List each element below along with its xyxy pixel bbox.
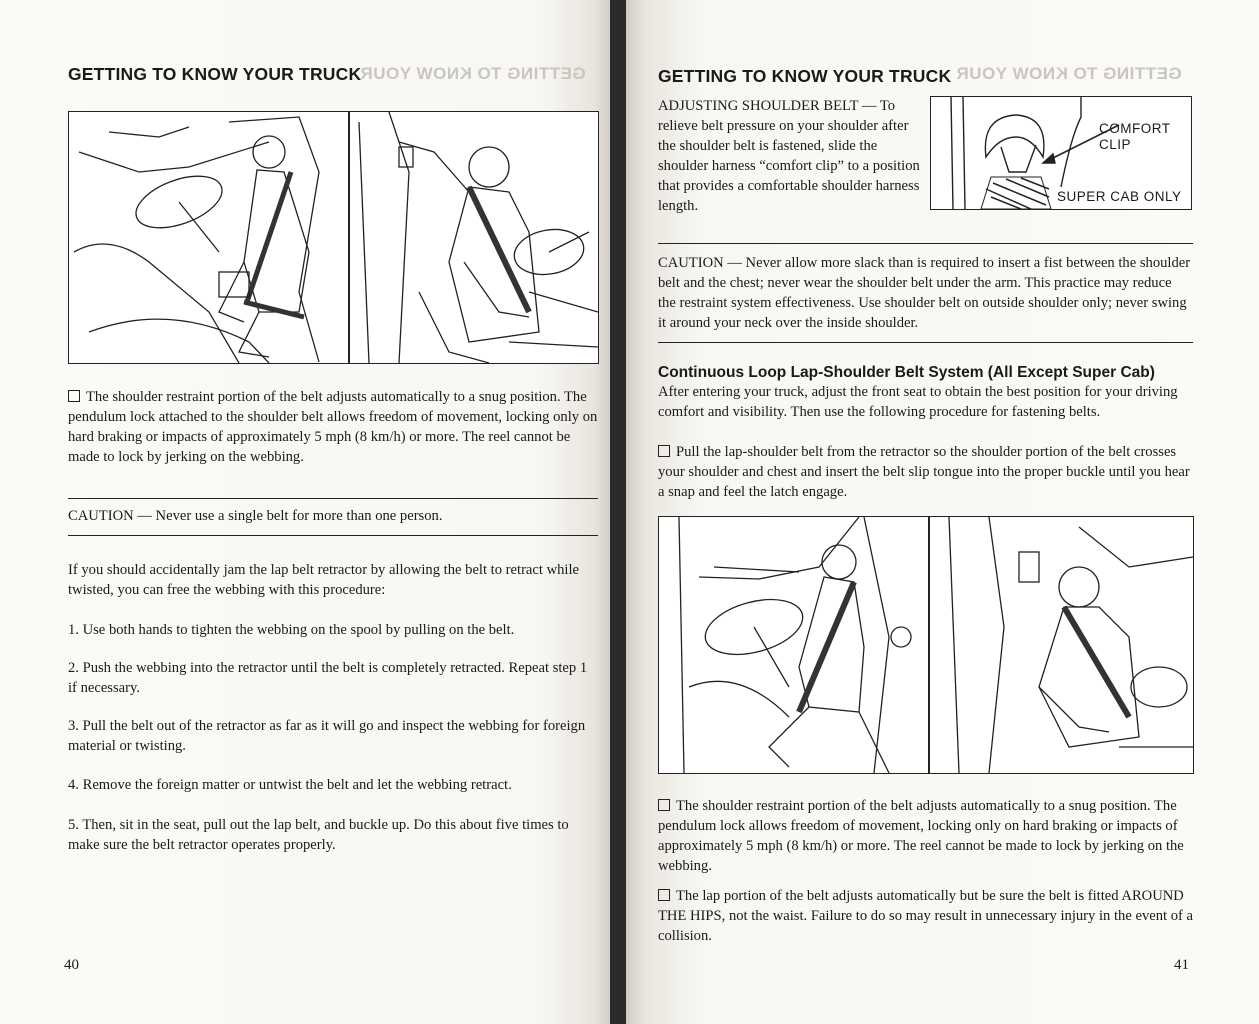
checkbox-square-icon	[658, 799, 670, 811]
caution-top-rule	[68, 498, 598, 499]
show-through-text: GETTING TO KNOW YOUR	[360, 64, 586, 83]
jam-intro: If you should accidentally jam the lap belt retractor by allowing the belt to retract while twisted, you can free the webbing with this procedure:	[68, 562, 580, 598]
caution-top-rule	[658, 243, 1193, 244]
continuous-loop-illustration	[658, 516, 1194, 774]
comfort-clip-illustration	[930, 96, 1192, 210]
checkbox-square-icon	[658, 889, 670, 901]
step-5: 5. Then, sit in the seat, pull out the lap belt, and buckle up. Do this about five times to make sure the belt retractor operates properly.	[68, 817, 569, 853]
caution-bottom-rule	[68, 535, 598, 536]
adjusting-shoulder-belt-text: ADJUSTING SHOULDER BELT — To relieve belt pressure on your shoulder after the shoulder belt is fastened, slide the shoulder harness “comfort clip” to a position that provides a comfortable shoulder harness length.	[658, 98, 920, 214]
page-heading: GETTING TO KNOW YOUR TRUCK	[68, 64, 362, 84]
section-subheading: Continuous Loop Lap-Shoulder Belt System (All Except Super Cab)	[658, 364, 1155, 381]
seatbelt-illustration	[68, 111, 599, 364]
caution-text: CAUTION — Never use a single belt for more than one person.	[68, 508, 443, 524]
checkbox-square-icon	[68, 390, 80, 402]
step-1: 1. Use both hands to tighten the webbing on the spool by pulling on the belt.	[68, 622, 515, 638]
comfort-label: COMFORT	[1099, 121, 1171, 136]
restraint-paragraph: The shoulder restraint portion of the belt adjusts automatically to a snug position. The pendulum lock attached to the shoulder belt allows freedom of movement, locking only on hard braking or impacts of approximately 5 mph (8 km/h) or more. The reel cannot be made to lock by jerking on the webbing.	[68, 389, 598, 465]
super-cab-label: SUPER CAB ONLY	[1057, 189, 1182, 204]
page-number: 41	[1174, 957, 1189, 973]
section-intro: After entering your truck, adjust the front seat to obtain the best position for your driving comfort and visibility. Then use the following procedure for fastening belts.	[658, 384, 1178, 420]
caution-text: CAUTION — Never allow more slack than is required to insert a fist between the shoulder belt and the chest; never wear the shoulder belt under the arm. This practice may reduce the restraint system effectiveness. Use shoulder belt on outside shoulder only; never swing it around your neck over the inside shoulder.	[658, 255, 1191, 331]
lap-paragraph: The lap portion of the belt adjusts automatically but be sure the belt is fitted AROUND THE HIPS, not the waist. Failure to do so may result in unnecessary injury in the event of a collision.	[658, 888, 1194, 944]
page-heading: GETTING TO KNOW YOUR TRUCK	[658, 66, 952, 86]
restraint-paragraph: The shoulder restraint portion of the belt adjusts automatically to a snug position. The pendulum lock allows freedom of movement, locking only on hard braking or impacts of approximately 5 mph (8 km/h) or more. The reel cannot be made to lock by jerking on the webbing.	[658, 798, 1184, 874]
caution-bottom-rule	[658, 342, 1193, 343]
page-number: 40	[64, 957, 79, 973]
right-page	[626, 0, 1259, 1024]
show-through-text: GETTING TO KNOW YOUR	[956, 64, 1182, 83]
checkbox-square-icon	[658, 445, 670, 457]
clip-label: CLIP	[1099, 137, 1132, 152]
left-page	[0, 0, 612, 1024]
step-2: 2. Push the webbing into the retractor until the belt is completely retracted. Repeat step 1 if necessary.	[68, 660, 588, 696]
step-4: 4. Remove the foreign matter or untwist the belt and let the webbing retract.	[68, 777, 512, 793]
step-3: 3. Pull the belt out of the retractor as far as it will go and inspect the webbing for foreign material or twisting.	[68, 718, 586, 754]
pull-belt-paragraph: Pull the lap-shoulder belt from the retractor so the shoulder portion of the belt crosses your shoulder and chest and insert the belt slip tongue into the proper buckle until you hear a snap and feel the latch engage.	[658, 444, 1190, 500]
